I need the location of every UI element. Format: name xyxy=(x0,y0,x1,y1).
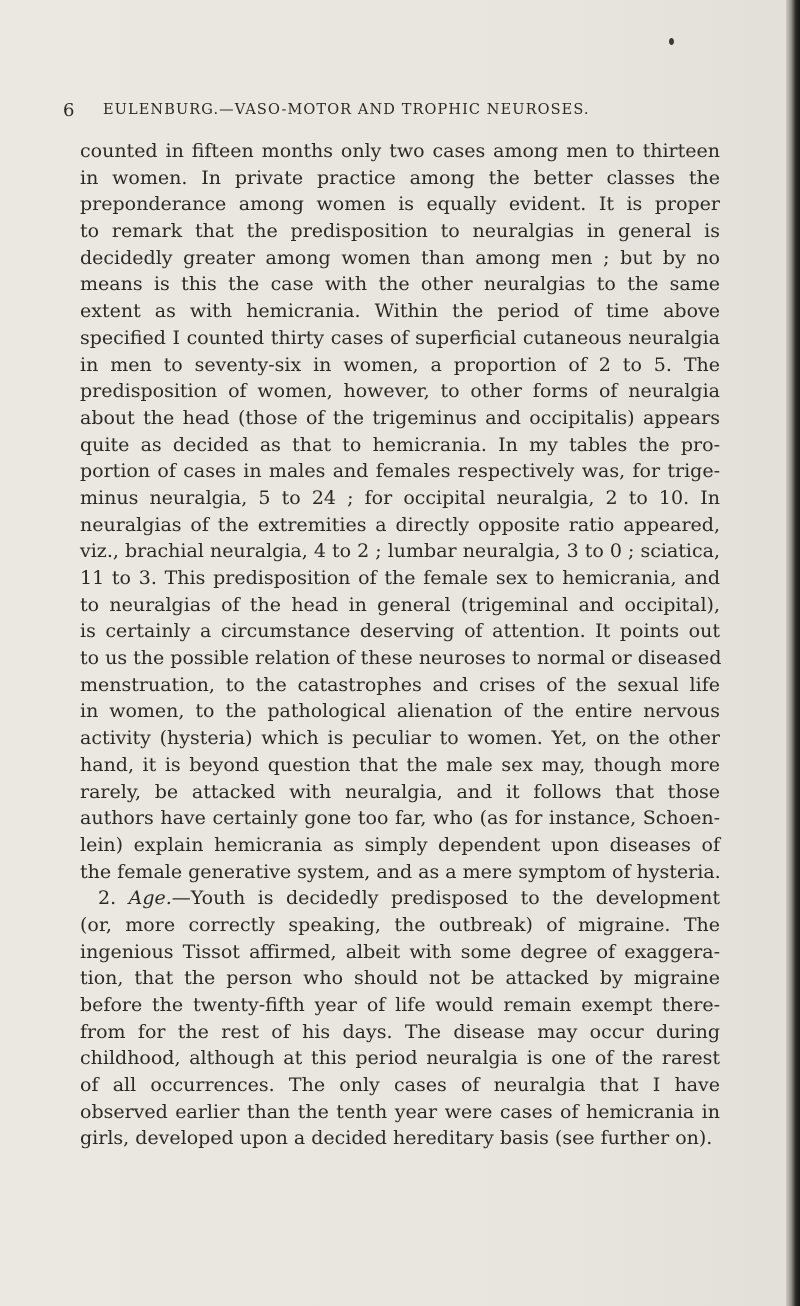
page-number: 6 xyxy=(63,100,76,121)
text-line: activity (hysteria) which is peculiar to women. Yet, on the other xyxy=(80,727,720,750)
text-line: to neuralgias of the head in general (trigeminal and occipital), xyxy=(80,593,720,616)
ink-speck xyxy=(669,38,674,45)
text-line: 11 to 3. This predisposition of the female sex to hemicrania, and xyxy=(80,567,720,589)
text-line: minus neuralgia, 5 to 24 ; for occipital neuralgia, 2 to 10. In xyxy=(80,486,720,509)
text-line: specified I counted thirty cases of superficial cutaneous neuralgia xyxy=(80,326,720,349)
text-line: means is this the case with the other neuralgias to the same xyxy=(80,273,720,296)
text-line: menstruation, to the catastrophes and crises of the sexual life xyxy=(80,673,720,696)
text-line: about the head (those of the trigeminus and occipitalis) appears xyxy=(80,406,720,429)
text-line: in women. In private practice among the better classes the xyxy=(80,166,720,189)
text-line: predisposition of women, however, to other forms of neuralgia xyxy=(80,380,720,403)
text-line: viz., brachial neuralgia, 4 to 2 ; lumbar neuralgia, 3 to 0 ; sciatica, xyxy=(80,540,720,563)
text-line: counted in fifteen months only two cases among men to thirteen xyxy=(80,140,720,162)
section-number: 2. xyxy=(98,887,117,910)
body-text xyxy=(80,138,720,1152)
text-line: in women, to the pathological alienation of the entire nervous xyxy=(80,700,720,723)
text-line: tion, that the person who should not be attacked by migraine xyxy=(80,967,720,990)
text-line: the female generative system, and as a mere symptom of hysteria. xyxy=(80,860,721,883)
text-line: is certainly a circumstance deserving of attention. It points out xyxy=(80,620,720,643)
text-line: observed earlier than the tenth year were cases of hemicrania in xyxy=(80,1100,720,1123)
text-line: in men to seventy-six in women, a proportion of 2 to 5. The xyxy=(80,353,720,376)
text-line: to us the possible relation of these neuroses to normal or diseased xyxy=(80,647,722,670)
text-line: before the twenty-fifth year of life would remain exempt there- xyxy=(80,994,720,1016)
page-binding-edge xyxy=(786,0,800,1306)
text-line: childhood, although at this period neuralgia is one of the rarest xyxy=(80,1047,720,1070)
text-line: rarely, be attacked with neuralgia, and it follows that those xyxy=(80,780,720,803)
text-line: quite as decided as that to hemicrania. In my tables the pro- xyxy=(80,433,720,456)
text-line: (or, more correctly speaking, the outbreak) of migraine. The xyxy=(80,913,720,936)
text-line: to remark that the predisposition to neuralgias in general is xyxy=(80,220,720,243)
text-line: preponderance among women is equally evident. It is proper xyxy=(80,193,720,216)
text-line: lein) explain hemicrania as simply dependent upon diseases of xyxy=(80,833,720,856)
section-heading: Age. xyxy=(128,887,172,910)
text-line: ingenious Tissot affirmed, albeit with some degree of exaggera- xyxy=(80,940,720,963)
text-line: decidedly greater among women than among men ; but by no xyxy=(80,246,720,269)
text-line: from for the rest of his days. The disease may occur during xyxy=(80,1020,720,1043)
text-line: authors have certainly gone too far, who (as for instance, Schoen- xyxy=(80,807,720,830)
text-line: hand, it is beyond question that the male sex may, though more xyxy=(80,753,720,776)
text-line: portion of cases in males and females respectively was, for trige- xyxy=(80,460,720,483)
text-line: neuralgias of the extremities a directly opposite ratio appeared, xyxy=(80,513,720,536)
running-title: EULENBURG.—VASO-MOTOR AND TROPHIC NEUROSES. xyxy=(103,102,590,118)
text-line: girls, developed upon a decided hereditary basis (see further on). xyxy=(80,1127,713,1150)
text-line-segment: —Youth is decidedly predisposed to the development xyxy=(171,887,720,910)
age-section-first-line xyxy=(80,885,720,912)
text-line: extent as with hemicrania. Within the period of time above xyxy=(80,300,720,323)
text-line: of all occurrences. The only cases of neuralgia that I have xyxy=(80,1074,720,1097)
running-header xyxy=(63,100,723,136)
